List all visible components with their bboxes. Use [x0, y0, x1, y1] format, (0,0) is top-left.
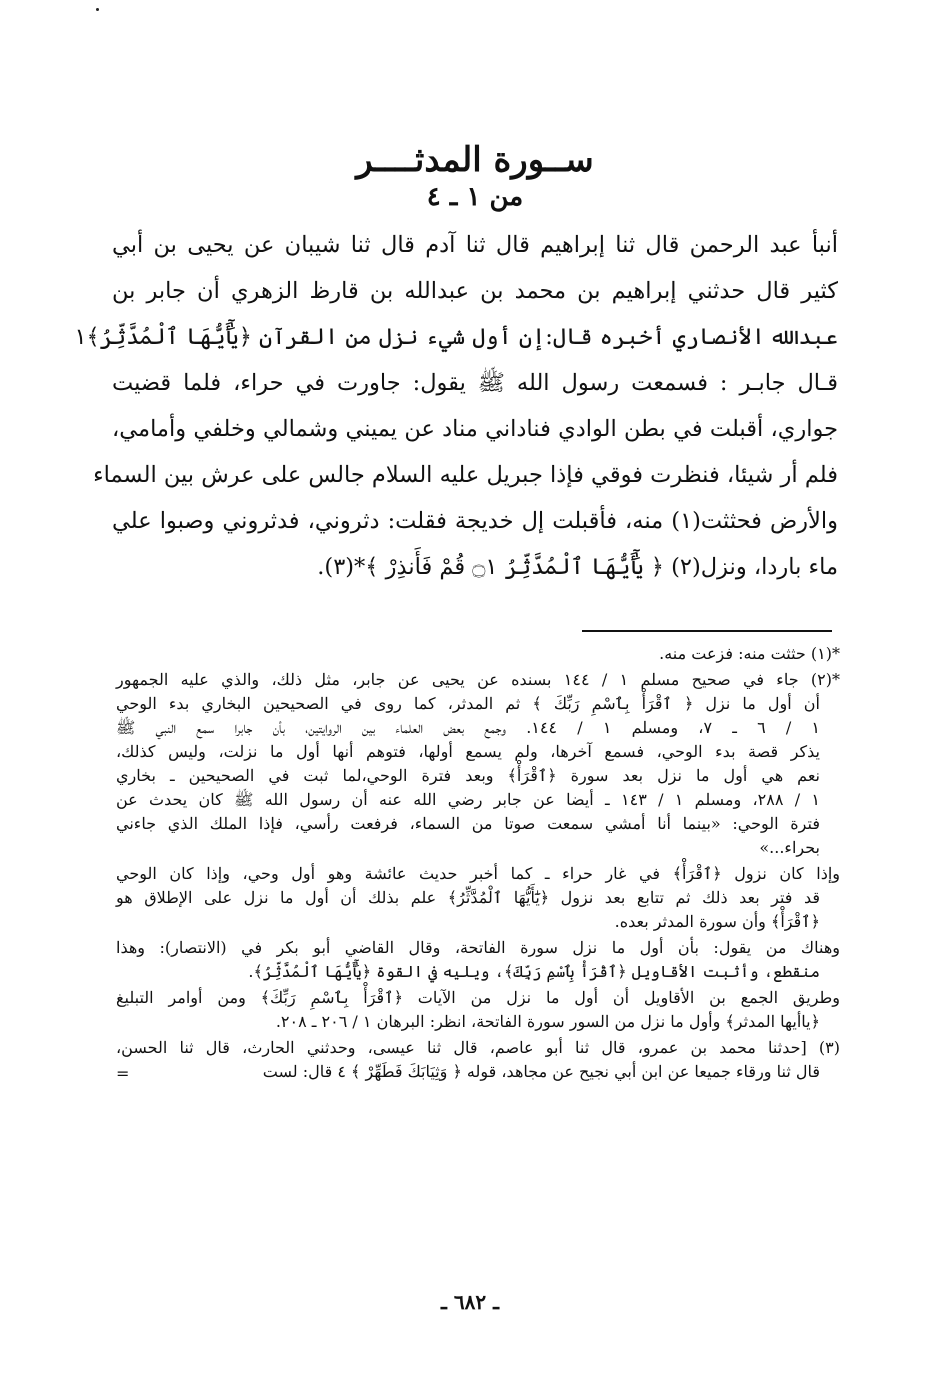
- footnote-line: وطريق الجمع بن الأقاويل أن أول ما نزل من الآيات ﴿ٱقْرَأْ بِٱسْمِ رَبِّكَ﴾ ومن أوامر التبليغ: [116, 988, 840, 1007]
- footnote-line: يذكر قصة بدء الوحي، فسمع آخرها، ولم يسمع أولها، فتوهم أنها أول ما نزلت، وليس كذلك،: [116, 742, 820, 761]
- footnote-line: قد فتر بعد ذلك ثم تتابع بعد نزول ﴿يَٰٓأَيُّهَا ٱلْمُدَّثِّرُ﴾ علم بذلك أن أول ما نزل على الإطلاق هو: [116, 888, 820, 907]
- footnote-line: وإذا كان نزول ﴿ٱقْرَأْ﴾ في غار حراء ـ كما أخبر حديث عائشة وهو أول وحي، وإذا كان الوحي: [116, 864, 840, 883]
- body-line: فلم أر شيئا، فنظرت فوقي فإذا جبريل عليه السلام جالس على عرش بين السماء: [93, 462, 838, 488]
- body-line: عبدالله الأنصاري أخبره قال:إن أول شيء نزل من القرآن ﴿يَٰٓأَيُّهَا ٱلْمُدَّثِّرُ﴾١: [74, 324, 838, 350]
- body-line: ماء باردا، ونزل(٢) ﴿ يَٰٓأَيُّهَا ٱلْمُدَّثِّرُ ۝١ قُمْ فَأَنذِرْ ﴾*(٣).: [317, 554, 838, 580]
- footnote-line: نعم هي أول ما نزل بعد سورة ﴿ٱقْرَأْ﴾ وبعد فترة الوحي،لما ثبت في الصحيحين ـ بخاري: [116, 766, 820, 785]
- body-line: جواري، أقبلت في بطن الوادي فناداني مناد عن يميني وشمالي وخلفي وأمامي،: [112, 416, 838, 442]
- continuation-mark: =: [116, 1064, 130, 1083]
- footnote-line: فترة الوحي: «بينما أنا أمشي سمعت صوتا من السماء، فرفعت رأسي، فإذا الملك الذي جاءني: [116, 814, 820, 833]
- footnote-line: ﴿ٱقْرَأْ﴾ وأن سورة المدثر بعده.: [614, 912, 820, 931]
- footnote-line: منقطع، وأثبت الأقاويل ﴿ٱقْرَأْ بِٱسْمِ رَبِّكَ﴾، ويليه في القوة ﴿يَٰٓأَيُّهَا ٱلْمُدَّثِّرُ﴾.: [248, 962, 820, 981]
- narration-text: [74, 222, 838, 590]
- footnote-line: وهناك من يقول: بأن أول ما نزل سورة الفاتحة، وقال القاضي أبو بكر في (الانتصار): وهذا: [116, 938, 840, 957]
- footnote-2-paragraph-2: [116, 862, 840, 934]
- footnote-line: (٣) [حدثنا محمد بن عمرو، قال ثنا أبو عاصم، قال ثنا عيسى، وحدثني الحارث، قال ثنا الحسن،: [116, 1038, 840, 1057]
- footnote-2-paragraph-4: [116, 986, 840, 1034]
- footnote-line: *(١) حثثت منه: فزعت منه.: [659, 644, 840, 663]
- body-line: قـال جابـر : فسمعت رسول الله ﷺ يقول: جاورت في حراء، فلما قضيت: [112, 370, 838, 396]
- footnote-line: بحراء...»: [759, 838, 820, 857]
- footnote-2-paragraph-3: [116, 936, 840, 984]
- footnote-line: *(٢) جاء في صحيح مسلم ١ / ١٤٤ بسنده عن يحيى عن جابر، مثل ذلك، والذي عليه الجمهور: [116, 670, 840, 689]
- footnote-line: قال ثنا ورقاء جميعا عن ابن أبي نجيح عن مجاهد، قوله ﴿ وَثِيَابَكَ فَطَهِّرْ ﴾ ٤ قال: لست: [262, 1062, 820, 1081]
- footnote-line: ١ / ٦ ـ ٧، ومسلم ١ / ١٤٤. وجمع بعض العلماء بين الروايتين، بأن جابرا سمع النبي ﷺ: [116, 718, 821, 737]
- footnotes: [116, 642, 840, 1086]
- body-line: والأرض فحثثت(١) منه، فأقبلت إل خديجة فقلت: دثروني، فدثروني وصبوا علي: [112, 508, 838, 534]
- footnote-line: ١ / ٢٨٨، ومسلم ١ / ١٤٣ ـ أيضا عن جابر رضي الله عنه أن رسول الله ﷺ كان يحدث عن: [116, 790, 821, 809]
- body-line: كثير قال حدثني إبراهيم بن محمد بن عبدالله بن قارظ الزهري أن جابر بن: [112, 278, 838, 304]
- footnote-3: [116, 1036, 840, 1084]
- page-speck: [96, 8, 99, 11]
- footnote-1: [116, 642, 840, 666]
- verse-range: من ١ ـ ٤: [426, 182, 524, 212]
- body-line: أنبأ عبد الرحمن قال ثنا إبراهيم قال ثنا آدم قال ثنا شيبان عن يحيى بن أبي: [112, 232, 838, 258]
- footnote-line: أن أول ما نزل ﴿ ٱقْرَأْ بِٱسْمِ رَبِّكَ ﴾ ثم المدثر، كما روى في الصحيحين البخاري بدء الوحي: [116, 694, 821, 713]
- footnote-separator: [582, 630, 832, 632]
- page-content: [74, 140, 838, 590]
- footnote-2: [116, 668, 840, 860]
- surah-title-main: ســورة المدثــــر: [356, 140, 594, 180]
- page-number: ـ ٦٨٢ ـ: [441, 1290, 499, 1314]
- surah-title: [112, 140, 838, 212]
- footnote-line: ﴿ياأيها المدثر﴾ وأول ما نزل من السور سورة الفاتحة، انظر: البرهان ١ / ٢٠٦ ـ ٢٠٨.: [275, 1012, 820, 1031]
